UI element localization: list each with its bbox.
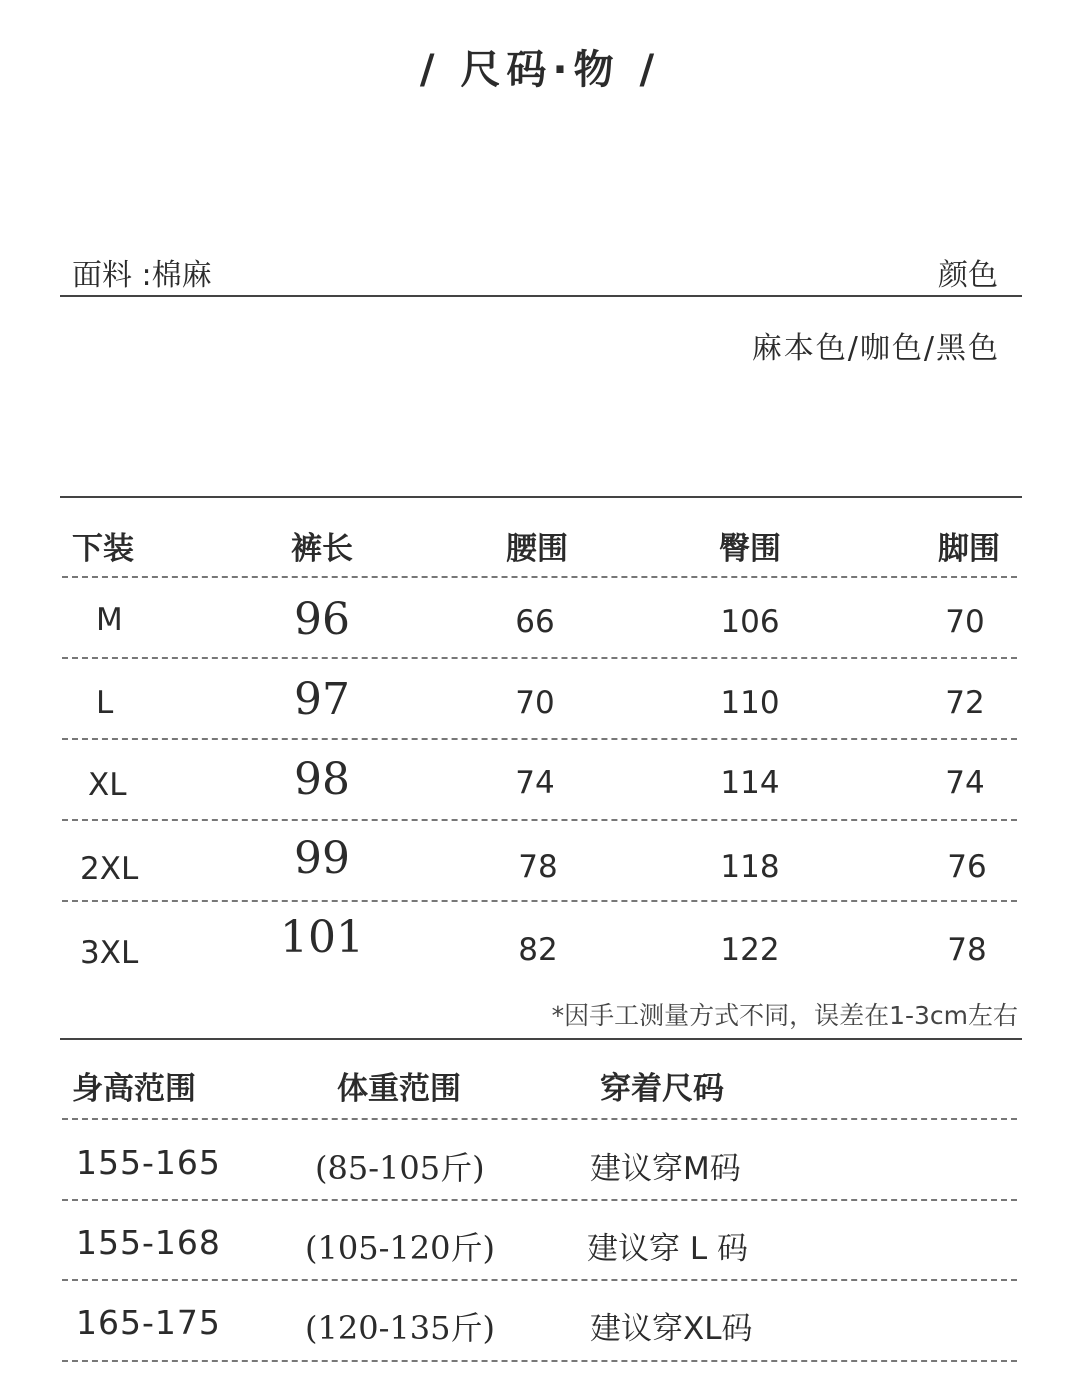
fabric-label: 面料 :棉麻 bbox=[72, 258, 212, 293]
hip-value: 122 bbox=[720, 932, 780, 968]
suggested-size: 建议穿XL码 bbox=[590, 1311, 753, 1347]
waist-value: 82 bbox=[518, 932, 558, 968]
row-divider bbox=[62, 1199, 1017, 1201]
length-value: 96 bbox=[294, 594, 350, 645]
waist-value: 78 bbox=[518, 849, 558, 885]
divider bbox=[60, 295, 1022, 297]
suggested-size: 建议穿M码 bbox=[590, 1151, 741, 1187]
weight-range: (120-135斤) bbox=[305, 1309, 495, 1347]
hip-value: 118 bbox=[720, 849, 780, 885]
row-divider bbox=[62, 1118, 1017, 1120]
height-range: 155-168 bbox=[76, 1223, 221, 1262]
waist-value: 70 bbox=[515, 685, 555, 721]
hem-value: 78 bbox=[947, 932, 987, 968]
size-label: L bbox=[96, 685, 114, 721]
hip-value: 114 bbox=[720, 765, 780, 801]
size-header-cell: 腰围 bbox=[506, 531, 568, 567]
length-value: 101 bbox=[280, 912, 364, 963]
divider bbox=[60, 1038, 1022, 1040]
suggested-size: 建议穿 L 码 bbox=[587, 1231, 748, 1267]
page-title: / 尺码·物 / bbox=[419, 47, 661, 93]
size-label: 3XL bbox=[80, 935, 139, 971]
hip-value: 110 bbox=[720, 685, 780, 721]
row-divider bbox=[62, 576, 1017, 578]
size-label: 2XL bbox=[80, 851, 139, 887]
color-value: 麻本色/咖色/黑色 bbox=[751, 331, 1000, 366]
row-divider bbox=[62, 738, 1017, 740]
row-divider bbox=[62, 819, 1017, 821]
row-divider bbox=[62, 1279, 1017, 1281]
row-divider bbox=[62, 900, 1017, 902]
weight-range: (105-120斤) bbox=[305, 1229, 495, 1267]
row-divider bbox=[62, 1360, 1017, 1362]
hem-value: 76 bbox=[947, 849, 987, 885]
size-label: XL bbox=[88, 767, 127, 803]
color-label: 颜色 bbox=[938, 258, 998, 293]
fit-header-cell: 身高范围 bbox=[72, 1071, 196, 1107]
weight-range: (85-105斤) bbox=[315, 1149, 485, 1187]
height-range: 165-175 bbox=[76, 1303, 221, 1342]
table-top-rule bbox=[60, 496, 1022, 498]
length-value: 97 bbox=[294, 674, 350, 725]
size-header-cell: 臀围 bbox=[719, 531, 781, 567]
hem-value: 70 bbox=[945, 604, 985, 640]
hem-value: 74 bbox=[945, 765, 985, 801]
size-header-cell: 脚围 bbox=[938, 531, 1000, 567]
fit-header-cell: 穿着尺码 bbox=[600, 1071, 724, 1107]
size-header-cell: 裤长 bbox=[291, 531, 353, 567]
length-value: 98 bbox=[294, 754, 350, 805]
hip-value: 106 bbox=[720, 604, 780, 640]
size-header-cell: 下装 bbox=[72, 531, 134, 567]
height-range: 155-165 bbox=[76, 1143, 221, 1182]
waist-value: 66 bbox=[515, 604, 555, 640]
fit-header-cell: 体重范围 bbox=[337, 1071, 461, 1107]
size-label: M bbox=[96, 602, 123, 638]
row-divider bbox=[62, 657, 1017, 659]
measurement-note: *因手工测量方式不同，误差在1-3cm左右 bbox=[551, 1001, 1018, 1030]
length-value: 99 bbox=[294, 833, 350, 884]
hem-value: 72 bbox=[945, 685, 985, 721]
waist-value: 74 bbox=[515, 765, 555, 801]
